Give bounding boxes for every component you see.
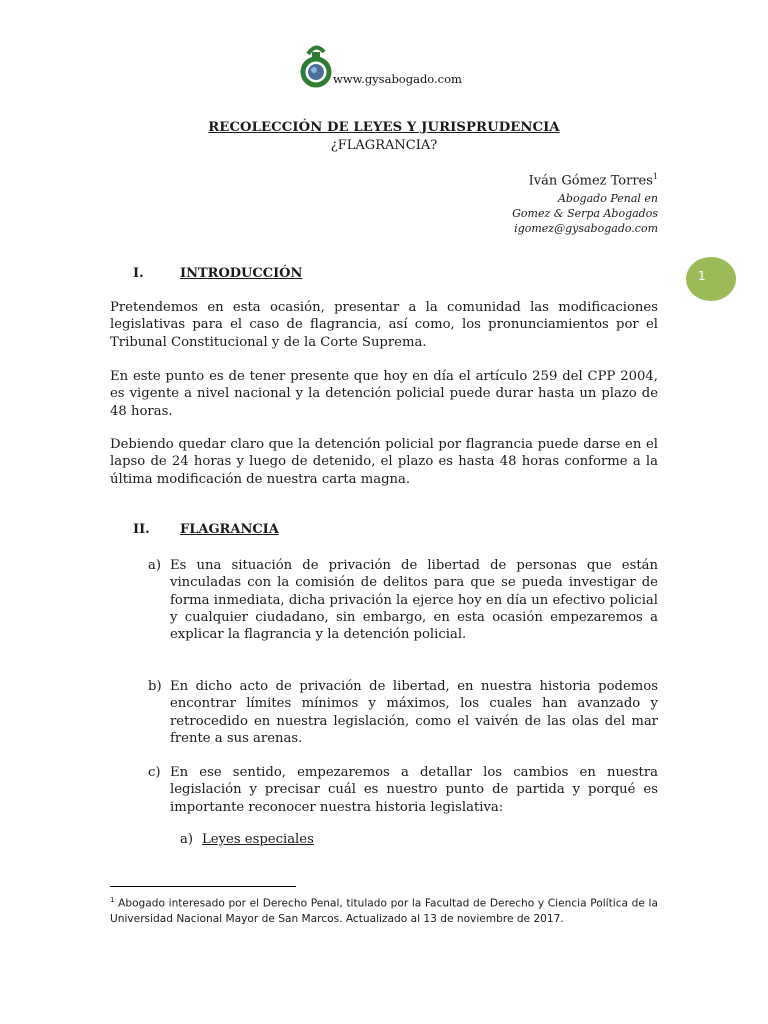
list-item: c) En ese sentido, empezaremos a detallar los cambios en nuestra legislación y precisar cuál es nuestro punto de partida y porqué es importante reconocer nuestra historia legislativa:: [148, 765, 658, 815]
list-item: a) Es una situación de privación de libertad de personas que están vinculadas con la comisión de delitos para que se pueda investigar de forma inmediata, dicha privación la ejerce hoy en día un efectivo policial y cualquier ciudadano, sin embargo, en esta ocasión empezaremos a explicar la flagrancia y la detención policial.: [148, 558, 658, 643]
author-footnote-mark: 1: [652, 172, 658, 181]
intro-paragraph: Debiendo quedar claro que la detención policial por flagrancia puede darse en el lapso de 24 horas y luego de detenido, el plazo es hasta 48 horas conforme a la última modificación de nuestra carta magna.: [110, 437, 658, 487]
page-number-badge: 1: [686, 257, 736, 301]
footnote-divider: [110, 886, 296, 887]
section-heading-flagrancia: II. FLAGRANCIA: [133, 522, 279, 537]
section-heading-introduccion: I. INTRODUCCIÓN: [133, 266, 303, 281]
author-name: Iván Gómez Torres$^1$: [528, 172, 658, 189]
document-title: RECOLECCIÓN DE LEYES Y JURISPRUDENCIA: [208, 120, 560, 135]
footnote: $^1$ Abogado interesado por el Derecho Penal, titulado por la Facultad de Derecho y Ciencia Política de la Universidad Nacional Mayor de San Marcos. Actualizado al 13 de noviembre de 2017.: [110, 896, 658, 925]
author-block: [512, 172, 658, 236]
document-subtitle: ¿FLAGRANCIA?: [330, 138, 438, 153]
intro-paragraph: En este punto es de tener presente que hoy en día el artículo 259 del CPP 2004, es vigente a nivel nacional y la detención policial puede durar hasta un plazo de 48 horas.: [110, 369, 658, 419]
author-firm: Gomez & Serpa Abogados: [512, 207, 658, 221]
sub-list-item: a) Leyes especiales: [180, 832, 314, 847]
author-email: igomez@gysabogado.com: [514, 222, 658, 236]
gys-logo-icon: [298, 40, 334, 88]
site-url: www.gysabogado.com: [333, 72, 462, 86]
list-item: b) En dicho acto de privación de libertad, en nuestra historia podemos encontrar límites mínimos y máximos, los cuales han avanzado y retrocedido en nuestra legislación, como el vaivén de las olas del mar frente a sus arenas.: [148, 679, 658, 746]
intro-paragraph: Pretendemos en esta ocasión, presentar a la comunidad las modificaciones legislativas para el caso de flagrancia, así como, los pronunciamientos por el Tribunal Constitucional y de la Corte Suprema.: [110, 300, 658, 350]
author-role: Abogado Penal en: [557, 192, 658, 206]
